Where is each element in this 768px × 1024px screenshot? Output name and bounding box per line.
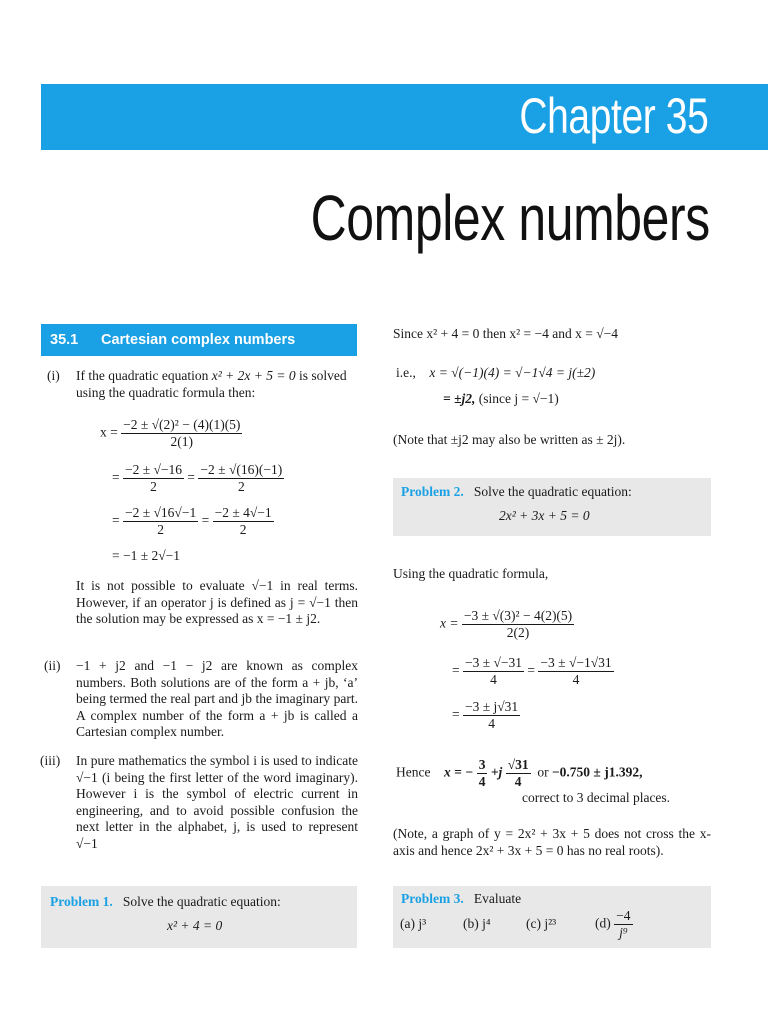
hence-row — [396, 757, 642, 790]
ie-equation-2: = ±j2, — [443, 391, 476, 406]
section-title: Cartesian complex numbers — [101, 332, 296, 348]
q1-denominator: 2(2) — [506, 625, 530, 640]
item1-text-a: If the quadratic equation — [76, 368, 209, 383]
ie-equation-1: x = √(−1)(4) = √−1√4 = j(±2) — [429, 365, 596, 380]
q2a-fraction — [463, 655, 524, 688]
q2a-numerator: −3 ± √−31 — [465, 655, 523, 670]
eq1-lhs: x = — [100, 424, 118, 440]
eq3b-fraction — [213, 505, 274, 538]
problem3-header — [401, 891, 521, 908]
hence-f1-denominator: 4 — [478, 774, 486, 789]
hence-value: −0.750 ± j1.392, — [551, 764, 643, 780]
since-line: Since x² + 4 = 0 then x² = −4 and x = √−4 — [393, 326, 619, 341]
problem2-text: Solve the quadratic equation: — [473, 484, 632, 499]
problem1-equation: x² + 4 = 0 — [167, 918, 223, 933]
eq2b-denominator: 2 — [237, 479, 245, 494]
problem3-part-a: (a) j³ — [400, 916, 427, 931]
q1-numerator: −3 ± √(3)² − 4(2)(5) — [463, 608, 573, 623]
hence-label: Hence — [396, 764, 431, 780]
problem3-part-d-fraction — [614, 908, 632, 941]
problem3-part-c: (c) j²³ — [526, 916, 557, 931]
q3-row: = $\frac{-3 \pm j√31}{4}$ — [452, 699, 519, 731]
hence-f1-numerator: 3 — [478, 757, 486, 772]
problem3-text: Evaluate — [473, 891, 522, 906]
eq4-row: = −1 ± 2√−1 — [112, 548, 181, 563]
p3d-denominator: j⁹ — [619, 925, 628, 940]
problem1-label: Problem 1. — [50, 894, 113, 909]
ie-label: i.e., — [396, 365, 416, 380]
eq2a-numerator: −2 ± √−16 — [125, 462, 183, 477]
ie-row-1 — [396, 365, 595, 381]
hence-fraction-2 — [506, 757, 531, 790]
problem3-part-d-label: (d) — [595, 915, 611, 931]
problem3-label: Problem 3. — [401, 891, 464, 906]
item1-equation: x² + 2x + 5 = 0 — [211, 368, 296, 383]
hence-or: or — [537, 764, 549, 780]
q3-denominator: 4 — [488, 716, 495, 731]
item1-text-b: is solved — [298, 368, 347, 383]
item3-label: (iii) — [40, 753, 61, 768]
problem1-header — [50, 894, 281, 911]
problem3-part-d — [595, 908, 633, 941]
q2-row: = $\frac{-3 \pm √-31}{4}$ = $\frac{-3 \pm √-1√31}{4}$ — [452, 655, 612, 687]
problem3-part-b: (b) j⁴ — [463, 916, 491, 931]
hence-f2-numerator: √31 — [507, 757, 529, 772]
problem1-text: Solve the quadratic equation: — [122, 894, 281, 909]
eq2a-denominator: 2 — [150, 479, 157, 494]
hence-x: x = − — [443, 764, 474, 780]
eq2b-fraction — [198, 462, 284, 495]
q2b-fraction — [538, 655, 613, 688]
q1-row — [440, 608, 574, 641]
item1-label: (i) — [47, 368, 60, 383]
eq3b-denominator: 2 — [239, 522, 247, 537]
eq3a-fraction — [123, 505, 198, 538]
note-pm-2j: (Note that ±j2 may also be written as ± 2j). — [393, 432, 626, 447]
problem2-label: Problem 2. — [401, 484, 464, 499]
hence-plus-j: +j — [490, 764, 503, 780]
eq3b-numerator: −2 ± 4√−1 — [214, 505, 272, 520]
problem1-box — [41, 886, 357, 948]
problem2-box — [393, 478, 711, 536]
q2b-numerator: −3 ± √−1√31 — [540, 655, 612, 670]
q2a-denominator: 4 — [490, 672, 497, 687]
q1-fraction — [462, 608, 574, 641]
hence-correct: correct to 3 decimal places. — [522, 790, 671, 805]
problem2-equation: 2x² + 3x + 5 = 0 — [499, 508, 590, 523]
eq3-row: = $\frac{-2 \pm √16√-1}{2}$ = $\frac{-2 \pm 4√-1}{2}$ — [112, 505, 272, 537]
item3-text: In pure mathematics the symbol i is used to indicate √−1 (i being the first letter of the word imaginary). However i is the symbol of electric current in engineering, and to avoid possible confusion the next letter in the alphabet, j, is used to represent √−1 — [76, 753, 358, 851]
item2-text: −1 + j2 and −1 − j2 are known as complex numbers. Both solutions are of the form a + jb, ‘a’ being termed the real part and jb the imaginary part. A complex number of the form a + jb is called a Cartesian complex number. — [76, 658, 358, 739]
section-number: 35.1 — [50, 332, 79, 348]
ie-since: (since j = √−1) — [478, 391, 559, 406]
note-no-real-roots: (Note, a graph of y = 2x² + 3x + 5 does not cross the x-axis and hence 2x² + 3x + 5 = 0 has no real roots). — [393, 826, 711, 858]
q1-lhs: x = — [440, 615, 459, 631]
item1-text — [76, 368, 358, 401]
eq1-denominator: 2(1) — [170, 434, 194, 449]
problem2-header — [401, 484, 632, 501]
eq1-numerator: −2 ± √(2)² − (4)(1)(5) — [123, 417, 241, 432]
section-heading — [41, 324, 357, 356]
p3d-numerator: −4 — [616, 908, 631, 923]
ie-row-2 — [443, 391, 559, 407]
eq3a-denominator: 2 — [157, 522, 164, 537]
q3-numerator: −3 ± j√31 — [465, 699, 519, 714]
eq2a-fraction — [123, 462, 184, 495]
item2-label: (ii) — [44, 658, 61, 673]
chapter-title: Complex numbers — [310, 182, 710, 254]
hence-fraction-1 — [477, 757, 488, 790]
using-formula: Using the quadratic formula, — [393, 566, 549, 581]
q2b-denominator: 4 — [572, 672, 580, 687]
problem3-box — [393, 886, 711, 948]
eq2-row: = $\frac{-2 \pm √-16}{2}$ = $\frac{-2 \pm √(16)(-1)}{2}$ — [112, 462, 283, 494]
chapter-label: Chapter 35 — [518, 88, 708, 144]
eq1-row — [100, 417, 242, 450]
eq2b-numerator: −2 ± √(16)(−1) — [200, 462, 283, 477]
eq1-fraction — [121, 417, 242, 450]
item1-text-c: using the quadratic formula then: — [76, 384, 256, 400]
q3-fraction — [463, 699, 520, 732]
eq3a-numerator: −2 ± √16√−1 — [125, 505, 197, 520]
hence-f2-denominator: 4 — [514, 774, 522, 789]
para-operator-j: It is not possible to evaluate √−1 in real terms. However, if an operator j is defined as j = √−1 then the solution may be expressed as x = −1 ± j2. — [76, 578, 358, 626]
